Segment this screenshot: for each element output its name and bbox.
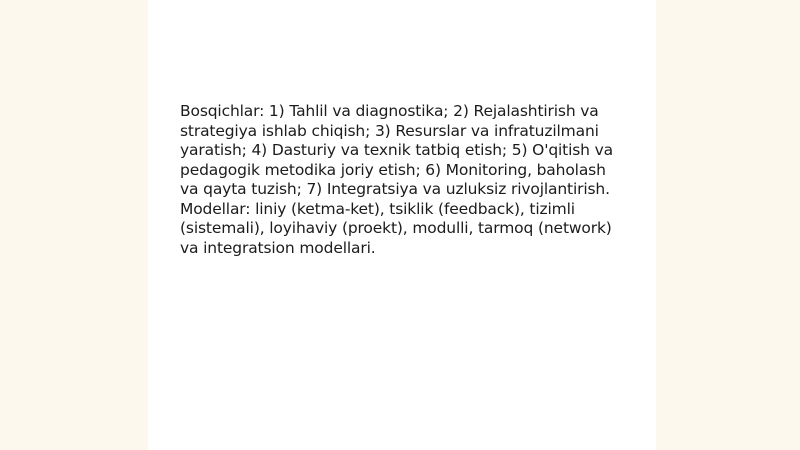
body-paragraph: Bosqichlar: 1) Tahlil va diagnostika; 2) Rejalashtirish va strategiya ishlab chiqish; 3) Resurslar va infratuzilmani yaratish; 4) Dasturiy va texnik tatbiq etish; 5) O'qitish va pedagogik metodika joriy etish; 6) Monitoring, baholash va qayta tuzish; 7) Integratsiya va uzluksiz rivojlantirish. Modellar: liniy (ketma-ket), tsiklik (feedback), tizimli (sistemali), loyihaviy (proekt), modulli, tarmoq (network) va integratsion modellari. — [180, 102, 614, 257]
document-page — [148, 0, 656, 450]
